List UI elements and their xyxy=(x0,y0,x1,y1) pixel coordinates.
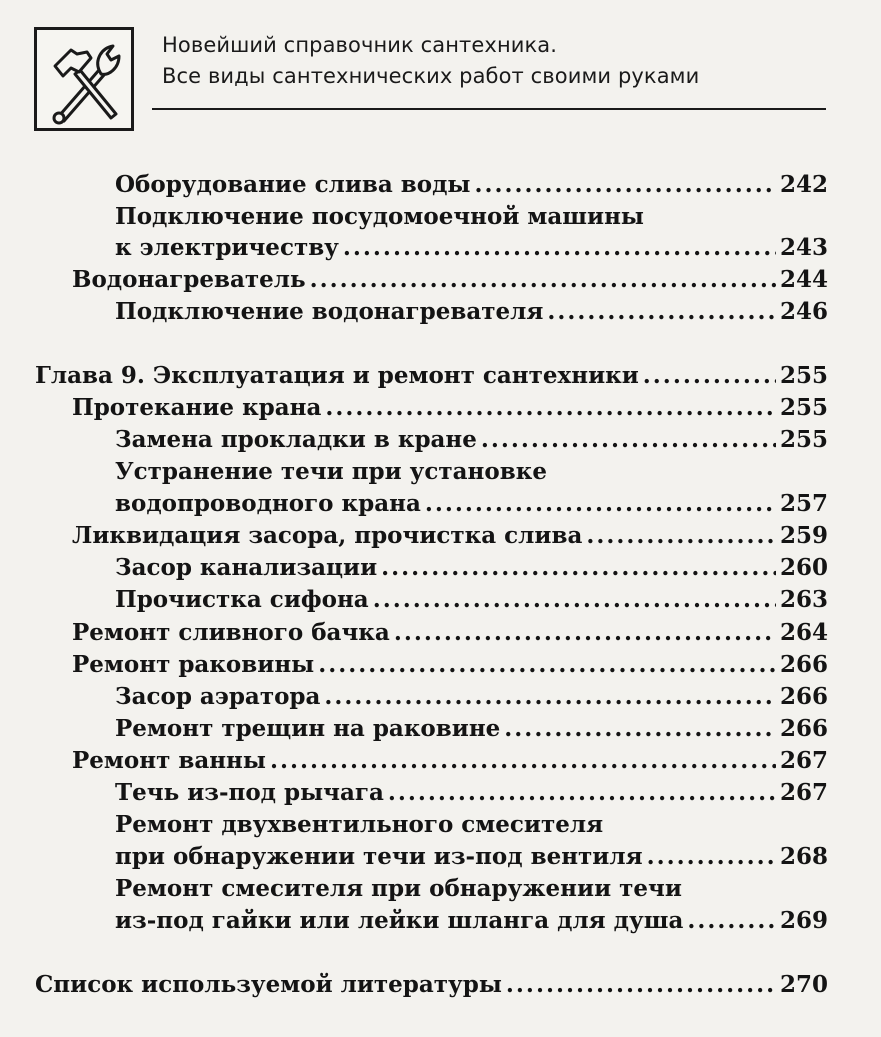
chapter-entry: Глава 9. Эксплуатация и ремонт сантехники ..... 255 xyxy=(35,360,828,392)
toc-entry: Ликвидация засора, прочистка слива ..... 259 xyxy=(72,520,828,552)
running-header xyxy=(162,30,699,92)
logo-box xyxy=(34,27,134,131)
toc-entry: при обнаружении течи из-под вентиля ..... 268 xyxy=(115,841,828,873)
toc-entry: Ремонт трещин на раковине ..... 266 xyxy=(115,713,828,745)
toc-entry: из-под гайки или лейки шланга для душа ..... 269 xyxy=(115,905,828,937)
toc-entry: Ремонт сливного бачка ..... 264 xyxy=(72,617,828,649)
toc-entry: Замена прокладки в кране ..... 255 xyxy=(115,424,828,456)
header-line-2: Все виды сантехнических работ своими руками xyxy=(162,64,700,88)
toc-entry: Засор канализации ..... 260 xyxy=(115,552,828,584)
toc-entry: Подключение посудомоечной машины xyxy=(115,203,644,230)
toc-entry: Протекание крана ..... 255 xyxy=(72,392,828,424)
toc-entry: Оборудование слива воды ..... 242 xyxy=(115,169,828,201)
toc-entry: Засор аэратора ..... 266 xyxy=(115,681,828,713)
toc-entry: Ремонт смесителя при обнаружении течи xyxy=(115,875,682,902)
toc-entry: Ремонт ванны ..... 267 xyxy=(72,745,828,777)
toc-entry: Ремонт двухвентильного смесителя xyxy=(115,811,604,838)
toc-entry: Подключение водонагревателя ..... 246 xyxy=(115,296,828,328)
chapter-entry: Список используемой литературы ..... 270 xyxy=(35,969,828,1001)
header-rule xyxy=(152,108,826,110)
toc-entry: к электричеству ..... 243 xyxy=(115,232,828,264)
toc-entry: Водонагреватель ..... 244 xyxy=(72,264,828,296)
toc-entry: водопроводного крана ..... 257 xyxy=(115,488,828,520)
toc-entry: Ремонт раковины ..... 266 xyxy=(72,649,828,681)
toc-entry: Устранение течи при установке xyxy=(115,458,547,485)
toc-entry: Прочистка сифона ..... 263 xyxy=(115,584,828,616)
hammer-and-wrench-icon xyxy=(37,30,131,128)
header-line-1: Новейший справочник сантехника. xyxy=(162,33,558,57)
toc-entry: Течь из-под рычага ..... 267 xyxy=(115,777,828,809)
